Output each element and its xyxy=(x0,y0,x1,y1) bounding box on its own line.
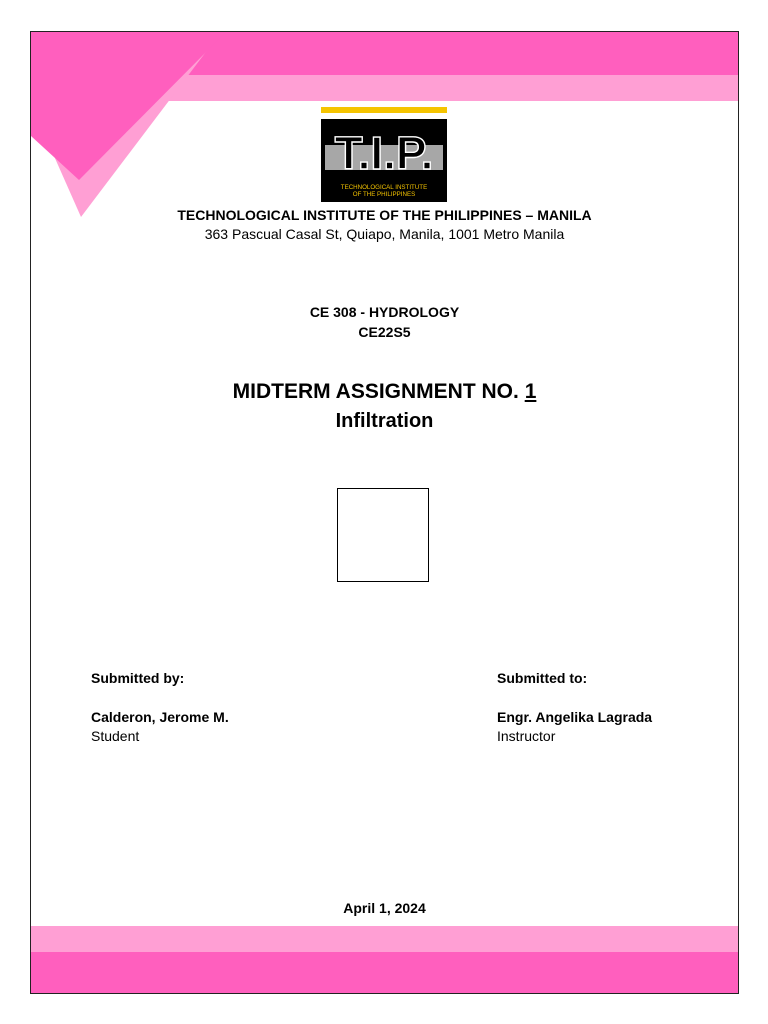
institution-name: TECHNOLOGICAL INSTITUTE OF THE PHILIPPINES – MANILA xyxy=(177,207,592,223)
submission-date: April 1, 2024 xyxy=(343,900,426,916)
document-page xyxy=(30,31,739,994)
submitted-by-label: Submitted by: xyxy=(91,670,185,686)
bottom-band-light xyxy=(31,926,738,952)
student-role: Student xyxy=(91,728,140,744)
course-code: CE 308 - HYDROLOGY xyxy=(309,304,460,320)
logo-subtext-1: TECHNOLOGICAL INSTITUTE xyxy=(340,184,428,191)
assignment-title xyxy=(31,380,738,404)
instructor-role: Instructor xyxy=(497,728,556,744)
submitted-to-label: Submitted to: xyxy=(497,670,588,686)
assignment-title-prefix: MIDTERM ASSIGNMENT NO. xyxy=(232,380,525,403)
logo-letters: T.I.P. xyxy=(334,127,434,179)
assignment-number: 1 xyxy=(524,380,537,403)
instructor-name: Engr. Angelika Lagrada xyxy=(497,709,653,725)
corner-dark-shape xyxy=(31,32,226,180)
student-name: Calderon, Jerome M. xyxy=(91,709,229,725)
course-section: CE22S5 xyxy=(358,324,411,340)
institution-address: 363 Pascual Casal St, Quiapo, Manila, 1001 Metro Manila xyxy=(204,226,565,242)
tip-logo xyxy=(321,107,447,202)
photo-placeholder-box xyxy=(337,488,429,582)
bottom-band-dark xyxy=(31,952,738,993)
logo-subtext-2: OF THE PHILIPPINES xyxy=(352,191,416,198)
assignment-subtitle: Infiltration xyxy=(335,410,434,432)
